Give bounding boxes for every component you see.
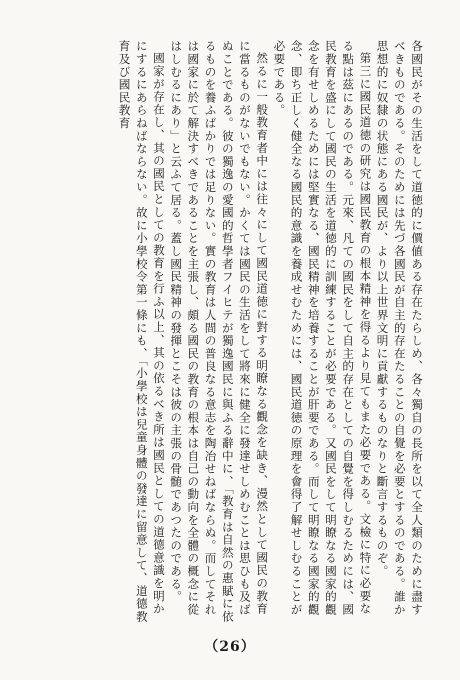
paragraph: 國家が存在し、其の國民としての教育を行ふ以上、其の依るべき所は國民としての道德意識を明かにするにあらねばならない。故に小學校令第一條にも、「小學校は兒童身體の發達に留意して、道德教育及び國民教育 — [117, 40, 166, 623]
paragraph: 各國民がその生活をして道徳的に價値ある存在たらしめ、各々獨自の長所を以て全人類のために盡すべきものである。そのためには先づ各國民が自主的存在たることの自覺を必要とするのである。誰か思想的に奴隸の状態にある國民が、より以上世界文明に貢獻するものなりと斷言するものぞ。 — [375, 40, 424, 616]
body-text — [30, 40, 425, 625]
page-number: （26） — [204, 639, 256, 655]
paragraph: 第三に國民道徳の研究は國民教育の根本精神を得るより見てもまた必要である。文檢に特に必要なる點は茲にあるのである。元來、凡ての國民をして自主的存在としての自覺を得しむるためには、國民教育を盛にして國民の生活を道徳的に訓練することが必要である。又國民をして明瞭なる國家的觀念を有せしめるためには堅實なる、國民精神を培養することが肝要である。而して明瞭なる國家的觀念、即ち正しく健全なる國民的意識を養成せむためには、國民道徳の原理を會得了解せしむることが必要である。 — [272, 40, 373, 616]
paragraph: 然るに一般教育者中には往々にして國民道徳に對する明瞭なる觀念を缺き、漫然として國民の教育に當るものがないでもない。かくては國民の生活をして將來に健全に發達せしめむことは思ひも及ばぬことである。彼の獨逸の愛國的哲學者フイヒテが獨逸國民に與ふる辭中に、「教育は自然の惠賦に依るものを養ふばかりでは足りない。實の教育は人間の普良なる意志を陶冶せねばならぬ。而してそれは國家に於て解決すべきであることを主張し、頗る國民の教育の根本は自己の動向を全體の概念に從はしむるにあり」と云ふて居る。蓋し國民精神の發揮とこそは彼の主張の骨髄であつたのである。 — [169, 40, 270, 623]
